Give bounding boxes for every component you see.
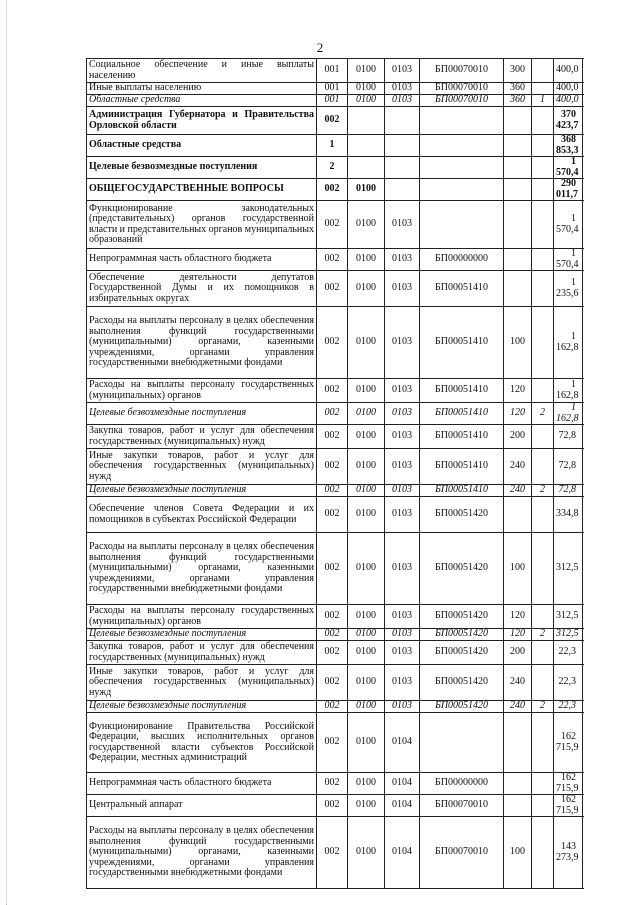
row-amount: 1 570,4 <box>554 249 583 271</box>
row-name: Областные средства <box>87 135 317 157</box>
code-section: 0100 <box>348 817 385 889</box>
code-source <box>532 249 554 271</box>
table-row <box>87 403 583 425</box>
code-source: 2 <box>532 629 554 641</box>
table-row <box>87 497 583 533</box>
code-section: 0100 <box>348 201 385 249</box>
code-section: 0100 <box>348 403 385 425</box>
row-amount: 1 162,8 <box>554 307 583 379</box>
code-section: 0100 <box>348 795 385 817</box>
code-target: БП00070010 <box>420 817 504 889</box>
code-admin: 002 <box>317 179 348 201</box>
row-amount: 72,8 <box>554 449 583 485</box>
code-source <box>532 201 554 249</box>
code-expense-type <box>504 271 532 307</box>
table-row <box>87 379 583 403</box>
page-number: 2 <box>316 40 324 55</box>
code-subsection: 0104 <box>385 795 420 817</box>
row-name: Иные закупки товаров, работ и услуг для обеспечения государственных (муниципальных) нужд <box>87 449 317 485</box>
code-admin: 002 <box>317 201 348 249</box>
code-section <box>348 107 385 135</box>
row-amount: 1 162,8 <box>554 379 583 403</box>
code-source: 2 <box>532 485 554 497</box>
code-source <box>532 665 554 701</box>
code-admin: 002 <box>317 449 348 485</box>
code-target <box>420 179 504 201</box>
code-source <box>532 497 554 533</box>
table-row <box>87 95 583 107</box>
table-row <box>87 83 583 95</box>
code-admin: 002 <box>317 773 348 795</box>
code-expense-type: 100 <box>504 817 532 889</box>
row-name: Непрограммная часть областного бюджета <box>87 249 317 271</box>
table-row <box>87 605 583 629</box>
code-expense-type <box>504 497 532 533</box>
code-source <box>532 795 554 817</box>
code-admin: 002 <box>317 641 348 665</box>
code-subsection <box>385 107 420 135</box>
row-amount: 22,3 <box>554 665 583 701</box>
code-source <box>532 713 554 773</box>
code-section: 0100 <box>348 773 385 795</box>
code-expense-type: 240 <box>504 449 532 485</box>
code-expense-type <box>504 795 532 817</box>
code-target: БП00051420 <box>420 701 504 713</box>
code-expense-type <box>504 773 532 795</box>
code-admin: 001 <box>317 59 348 83</box>
code-subsection: 0103 <box>385 485 420 497</box>
code-subsection: 0103 <box>385 665 420 701</box>
code-source <box>532 271 554 307</box>
table-row <box>87 701 583 713</box>
code-section: 0100 <box>348 701 385 713</box>
code-expense-type: 240 <box>504 701 532 713</box>
table-row <box>87 307 583 379</box>
code-admin: 002 <box>317 629 348 641</box>
row-name: ОБЩЕГОСУДАРСТВЕННЫЕ ВОПРОСЫ <box>87 179 317 201</box>
code-target: БП00051410 <box>420 449 504 485</box>
code-subsection: 0103 <box>385 95 420 107</box>
row-amount: 312,5 <box>554 533 583 605</box>
table-row <box>87 249 583 271</box>
code-admin: 002 <box>317 485 348 497</box>
code-subsection: 0103 <box>385 271 420 307</box>
table-row <box>87 533 583 605</box>
row-name: Целевые безвозмездные поступления <box>87 629 317 641</box>
code-expense-type <box>504 179 532 201</box>
code-section: 0100 <box>348 533 385 605</box>
code-expense-type: 360 <box>504 95 532 107</box>
code-target: БП00070010 <box>420 59 504 83</box>
code-subsection: 0104 <box>385 817 420 889</box>
code-target: БП00051420 <box>420 629 504 641</box>
row-amount: 1 570,4 <box>554 201 583 249</box>
code-source: 2 <box>532 701 554 713</box>
row-amount: 22,3 <box>554 641 583 665</box>
code-admin: 002 <box>317 533 348 605</box>
row-name: Обеспечение членов Совета Федерации и их помощников в субъектах Российской Федерации <box>87 497 317 533</box>
code-target: БП00051420 <box>420 533 504 605</box>
code-source <box>532 59 554 83</box>
code-target: БП00051420 <box>420 605 504 629</box>
code-target <box>420 713 504 773</box>
code-section: 0100 <box>348 605 385 629</box>
row-name: Расходы на выплаты персоналу государственных (муниципальных) органов <box>87 605 317 629</box>
code-source <box>532 449 554 485</box>
code-section: 0100 <box>348 641 385 665</box>
row-name: Администрация Губернатора и Правительства Орловской области <box>87 107 317 135</box>
row-amount: 312,5 <box>554 605 583 629</box>
code-target: БП00051420 <box>420 641 504 665</box>
code-section: 0100 <box>348 665 385 701</box>
row-amount: 1 235,6 <box>554 271 583 307</box>
code-subsection: 0103 <box>385 449 420 485</box>
code-expense-type: 100 <box>504 307 532 379</box>
code-admin: 002 <box>317 271 348 307</box>
table-row <box>87 641 583 665</box>
code-section <box>348 157 385 179</box>
code-subsection: 0103 <box>385 425 420 449</box>
code-target: БП00070010 <box>420 795 504 817</box>
row-amount: 143 273,9 <box>554 817 583 889</box>
row-amount: 334,8 <box>554 497 583 533</box>
code-target: БП00051410 <box>420 379 504 403</box>
code-admin: 002 <box>317 713 348 773</box>
row-amount: 400,0 <box>554 83 583 95</box>
code-subsection: 0103 <box>385 403 420 425</box>
code-target: БП00051410 <box>420 271 504 307</box>
code-subsection <box>385 179 420 201</box>
code-section: 0100 <box>348 379 385 403</box>
code-section: 0100 <box>348 629 385 641</box>
code-admin: 002 <box>317 403 348 425</box>
row-name: Закупка товаров, работ и услуг для обеспечения государственных (муниципальных) нужд <box>87 641 317 665</box>
code-admin: 002 <box>317 379 348 403</box>
row-amount: 162 715,9 <box>554 795 583 817</box>
code-admin: 002 <box>317 107 348 135</box>
row-amount: 22,3 <box>554 701 583 713</box>
code-section: 0100 <box>348 497 385 533</box>
code-section: 0100 <box>348 449 385 485</box>
table-row <box>87 157 583 179</box>
table-row <box>87 449 583 485</box>
code-expense-type: 240 <box>504 665 532 701</box>
code-admin: 001 <box>317 83 348 95</box>
code-target <box>420 157 504 179</box>
code-subsection: 0103 <box>385 249 420 271</box>
code-target: БП00051410 <box>420 403 504 425</box>
row-name: Расходы на выплаты персоналу в целях обеспечения выполнения функций государственными (муниципальными) органами, казенными учреждениями, органами управления государственными внебюджетными фондами <box>87 817 317 889</box>
row-name: Центральный аппарат <box>87 795 317 817</box>
code-target: БП00070010 <box>420 83 504 95</box>
code-section: 0100 <box>348 485 385 497</box>
row-name: Непрограммная часть областного бюджета <box>87 773 317 795</box>
row-amount: 1 570,4 <box>554 157 583 179</box>
code-section: 0100 <box>348 425 385 449</box>
scan-margin-line <box>6 0 7 905</box>
row-amount: 72,8 <box>554 485 583 497</box>
row-name: Закупка товаров, работ и услуг для обеспечения государственных (муниципальных) нужд <box>87 425 317 449</box>
code-subsection: 0103 <box>385 83 420 95</box>
code-section: 0100 <box>348 59 385 83</box>
code-source <box>532 425 554 449</box>
table-row <box>87 773 583 795</box>
code-subsection: 0103 <box>385 605 420 629</box>
table-row <box>87 271 583 307</box>
row-name: Расходы на выплаты персоналу в целях обеспечения выполнения функций государственными (муниципальными) органами, казенными учреждениями, органами управления государственными внебюджетными фондами <box>87 307 317 379</box>
table-row <box>87 179 583 201</box>
code-source <box>532 379 554 403</box>
table-row <box>87 629 583 641</box>
code-expense-type: 120 <box>504 403 532 425</box>
code-expense-type: 240 <box>504 485 532 497</box>
code-expense-type: 200 <box>504 425 532 449</box>
code-subsection: 0104 <box>385 773 420 795</box>
code-source <box>532 135 554 157</box>
code-subsection: 0103 <box>385 533 420 605</box>
table-row <box>87 795 583 817</box>
row-name: Целевые безвозмездные поступления <box>87 485 317 497</box>
code-subsection: 0103 <box>385 641 420 665</box>
row-name: Социальное обеспечение и иные выплаты населению <box>87 59 317 83</box>
code-source <box>532 307 554 379</box>
row-amount: 368 853,3 <box>554 135 583 157</box>
code-subsection: 0104 <box>385 713 420 773</box>
code-target: БП00000000 <box>420 773 504 795</box>
code-expense-type: 360 <box>504 83 532 95</box>
code-subsection: 0103 <box>385 307 420 379</box>
code-expense-type: 300 <box>504 59 532 83</box>
code-target: БП00070010 <box>420 95 504 107</box>
code-subsection: 0103 <box>385 497 420 533</box>
code-source: 2 <box>532 403 554 425</box>
code-source <box>532 83 554 95</box>
code-admin: 002 <box>317 425 348 449</box>
code-expense-type <box>504 157 532 179</box>
row-name: Целевые безвозмездные поступления <box>87 701 317 713</box>
code-target <box>420 201 504 249</box>
code-admin: 1 <box>317 135 348 157</box>
code-expense-type <box>504 249 532 271</box>
code-target <box>420 135 504 157</box>
row-amount: 1 162,8 <box>554 403 583 425</box>
code-source: 1 <box>532 95 554 107</box>
code-source <box>532 533 554 605</box>
table-row <box>87 59 583 83</box>
code-source <box>532 107 554 135</box>
code-subsection: 0103 <box>385 629 420 641</box>
row-amount: 162 715,9 <box>554 713 583 773</box>
row-name: Расходы на выплаты персоналу в целях обеспечения выполнения функций государственными (муниципальными) органами, казенными учреждениями, органами управления государственными внебюджетными фондами <box>87 533 317 605</box>
row-amount: 400,0 <box>554 59 583 83</box>
table-row <box>87 713 583 773</box>
row-name: Целевые безвозмездные поступления <box>87 403 317 425</box>
code-expense-type <box>504 201 532 249</box>
code-target: БП00051410 <box>420 425 504 449</box>
row-amount: 370 423,7 <box>554 107 583 135</box>
code-subsection <box>385 135 420 157</box>
code-section: 0100 <box>348 307 385 379</box>
code-section: 0100 <box>348 179 385 201</box>
code-target: БП00051420 <box>420 497 504 533</box>
code-expense-type: 120 <box>504 605 532 629</box>
code-target <box>420 107 504 135</box>
code-target: БП00051420 <box>420 665 504 701</box>
row-amount: 400,0 <box>554 95 583 107</box>
row-amount: 72,8 <box>554 425 583 449</box>
code-section: 0100 <box>348 83 385 95</box>
table-row <box>87 135 583 157</box>
row-amount: 290 011,7 <box>554 179 583 201</box>
code-expense-type: 120 <box>504 379 532 403</box>
table-row <box>87 201 583 249</box>
code-subsection: 0103 <box>385 201 420 249</box>
code-source <box>532 605 554 629</box>
code-section <box>348 135 385 157</box>
code-expense-type <box>504 135 532 157</box>
code-source <box>532 157 554 179</box>
code-source <box>532 817 554 889</box>
code-section: 0100 <box>348 713 385 773</box>
code-admin: 002 <box>317 795 348 817</box>
code-subsection: 0103 <box>385 379 420 403</box>
table-row <box>87 485 583 497</box>
code-source <box>532 773 554 795</box>
table-row <box>87 425 583 449</box>
code-target: БП00051410 <box>420 307 504 379</box>
code-admin: 002 <box>317 701 348 713</box>
table-row <box>87 817 583 889</box>
code-target: БП00000000 <box>420 249 504 271</box>
table-row <box>87 665 583 701</box>
code-section: 0100 <box>348 249 385 271</box>
code-admin: 002 <box>317 497 348 533</box>
budget-table <box>86 58 583 889</box>
row-name: Иные закупки товаров, работ и услуг для обеспечения государственных (муниципальных) нужд <box>87 665 317 701</box>
row-name: Функционирование Правительства Российской Федерации, высших исполнительных органов государственной власти субъектов Российской Федерации, местных администраций <box>87 713 317 773</box>
code-subsection: 0103 <box>385 59 420 83</box>
row-amount: 162 715,9 <box>554 773 583 795</box>
code-expense-type <box>504 107 532 135</box>
code-source <box>532 179 554 201</box>
code-expense-type <box>504 713 532 773</box>
code-section: 0100 <box>348 271 385 307</box>
table-row <box>87 107 583 135</box>
code-admin: 002 <box>317 307 348 379</box>
code-admin: 2 <box>317 157 348 179</box>
code-admin: 001 <box>317 95 348 107</box>
row-name: Функционирование законодательных (представительных) органов государственной власти и представительных органов муниципальных образований <box>87 201 317 249</box>
code-source <box>532 641 554 665</box>
code-subsection: 0103 <box>385 701 420 713</box>
row-name: Целевые безвозмездные поступления <box>87 157 317 179</box>
code-section: 0100 <box>348 95 385 107</box>
code-subsection <box>385 157 420 179</box>
row-name: Областные средства <box>87 95 317 107</box>
row-name: Иные выплаты населению <box>87 83 317 95</box>
row-name: Расходы на выплаты персоналу государственных (муниципальных) органов <box>87 379 317 403</box>
code-admin: 002 <box>317 817 348 889</box>
row-amount: 312,5 <box>554 629 583 641</box>
code-expense-type: 120 <box>504 629 532 641</box>
code-admin: 002 <box>317 665 348 701</box>
code-target: БП00051410 <box>420 485 504 497</box>
code-admin: 002 <box>317 605 348 629</box>
code-expense-type: 200 <box>504 641 532 665</box>
row-name: Обеспечение деятельности депутатов Государственной Думы и их помощников в избирательных округах <box>87 271 317 307</box>
code-admin: 002 <box>317 249 348 271</box>
code-expense-type: 100 <box>504 533 532 605</box>
